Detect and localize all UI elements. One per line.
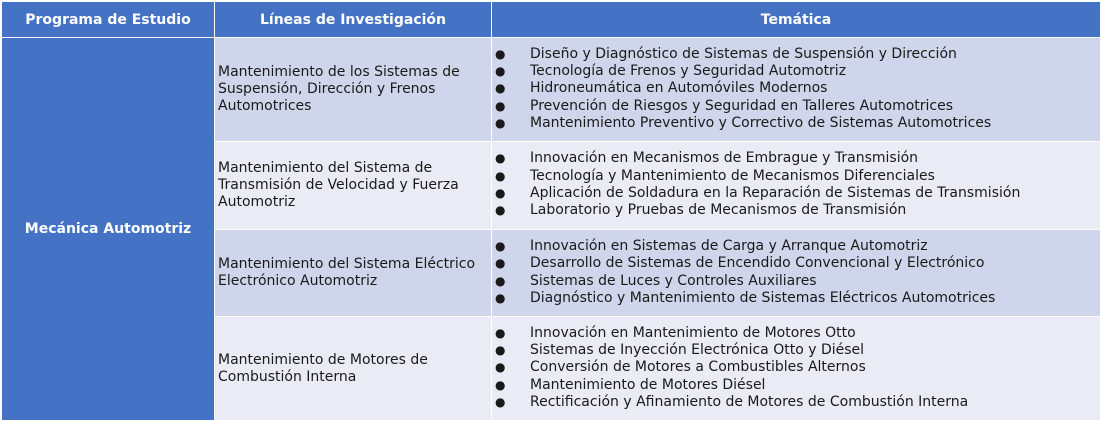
bullet-icon: ● (495, 151, 506, 166)
header-row (2, 2, 1101, 38)
bullet-icon: ● (495, 115, 506, 130)
topic-item (492, 150, 1100, 167)
table-row (2, 38, 1101, 142)
topic-item (492, 273, 1100, 290)
topics-cell (492, 230, 1101, 317)
research-line: Mantenimiento del Sistema Eléctrico Electrónico Automotriz (215, 230, 492, 317)
topic-item (492, 342, 1100, 359)
topic-text: Innovación en Sistemas de Carga y Arranque Automotriz (530, 237, 928, 254)
bullet-icon: ● (495, 203, 506, 218)
topic-text: Sistemas de Inyección Electrónica Otto y Diésel (530, 342, 865, 359)
topic-item (492, 46, 1100, 63)
topic-text: Diseño y Diagnóstico de Sistemas de Suspensión y Dirección (530, 45, 957, 62)
topic-text: Diagnóstico y Mantenimiento de Sistemas Eléctricos Automotrices (530, 289, 996, 306)
topic-text: Innovación en Mantenimiento de Motores Otto (530, 324, 856, 341)
topic-text: Prevención de Riesgos y Seguridad en Talleres Automotrices (530, 97, 954, 114)
bullet-icon: ● (495, 343, 506, 358)
research-line: Mantenimiento de Motores de Combustión Interna (215, 317, 492, 421)
topic-text: Mantenimiento de Motores Diésel (530, 376, 766, 393)
bullet-icon: ● (495, 64, 506, 79)
topic-text: Tecnología de Frenos y Seguridad Automotriz (530, 63, 847, 80)
topics-cell (492, 38, 1101, 142)
topic-text: Desarrollo de Sistemas de Encendido Convencional y Electrónico (530, 255, 985, 272)
topics-list (492, 325, 1100, 411)
bullet-icon: ● (495, 98, 506, 113)
topic-text: Hidroneumática en Automóviles Modernos (530, 80, 828, 97)
research-line: Mantenimiento de los Sistemas de Suspensión, Dirección y Frenos Automotrices (215, 38, 492, 142)
topic-item (492, 168, 1100, 185)
topic-item (492, 98, 1100, 115)
topic-text: Innovación en Mecanismos de Embrague y Transmisión (530, 150, 919, 167)
bullet-icon: ● (495, 325, 506, 340)
topic-item (492, 290, 1100, 307)
topic-item (492, 63, 1100, 80)
header-program: Programa de Estudio (2, 2, 215, 38)
topic-item (492, 80, 1100, 97)
topic-text: Tecnología y Mantenimiento de Mecanismos Diferenciales (530, 167, 935, 184)
bullet-icon: ● (495, 290, 506, 305)
topic-text: Aplicación de Soldadura en la Reparación de Sistemas de Transmisión (530, 185, 1021, 201)
topic-text: Sistemas de Luces y Controles Auxiliares (530, 272, 817, 289)
header-topics: Temática (492, 2, 1101, 38)
research-line: Mantenimiento del Sistema de Transmisión de Velocidad y Fuerza Automotriz (215, 142, 492, 230)
topic-item (492, 238, 1100, 255)
topic-item (492, 377, 1100, 394)
topic-item (492, 394, 1100, 411)
topic-item (492, 115, 1100, 132)
bullet-icon: ● (495, 273, 506, 288)
program-name: Mecánica Automotriz (2, 38, 215, 421)
topics-list (492, 46, 1100, 132)
topics-list (492, 150, 1100, 219)
topic-item (492, 255, 1100, 272)
topic-item (492, 202, 1100, 219)
topics-list (492, 238, 1100, 307)
bullet-icon: ● (495, 377, 506, 392)
bullet-icon: ● (495, 360, 506, 375)
bullet-icon: ● (495, 46, 506, 61)
topic-text: Conversión de Motores a Combustibles Alternos (530, 359, 866, 376)
header-lines: Líneas de Investigación (215, 2, 492, 38)
bullet-icon: ● (495, 256, 506, 271)
topic-text: Mantenimiento Preventivo y Correctivo de Sistemas Automotrices (530, 114, 992, 131)
topics-cell (492, 317, 1101, 421)
topic-item (492, 325, 1100, 342)
bullet-icon: ● (495, 81, 506, 96)
topics-cell (492, 142, 1101, 230)
topic-item (492, 359, 1100, 376)
bullet-icon: ● (495, 186, 506, 200)
topic-text: Rectificación y Afinamiento de Motores de Combustión Interna (530, 393, 969, 410)
bullet-icon: ● (495, 394, 506, 409)
bullet-icon: ● (495, 238, 506, 253)
topic-item (492, 185, 1100, 202)
bullet-icon: ● (495, 168, 506, 183)
research-lines-table (1, 1, 1101, 421)
topic-text: Laboratorio y Pruebas de Mecanismos de Transmisión (530, 202, 907, 219)
